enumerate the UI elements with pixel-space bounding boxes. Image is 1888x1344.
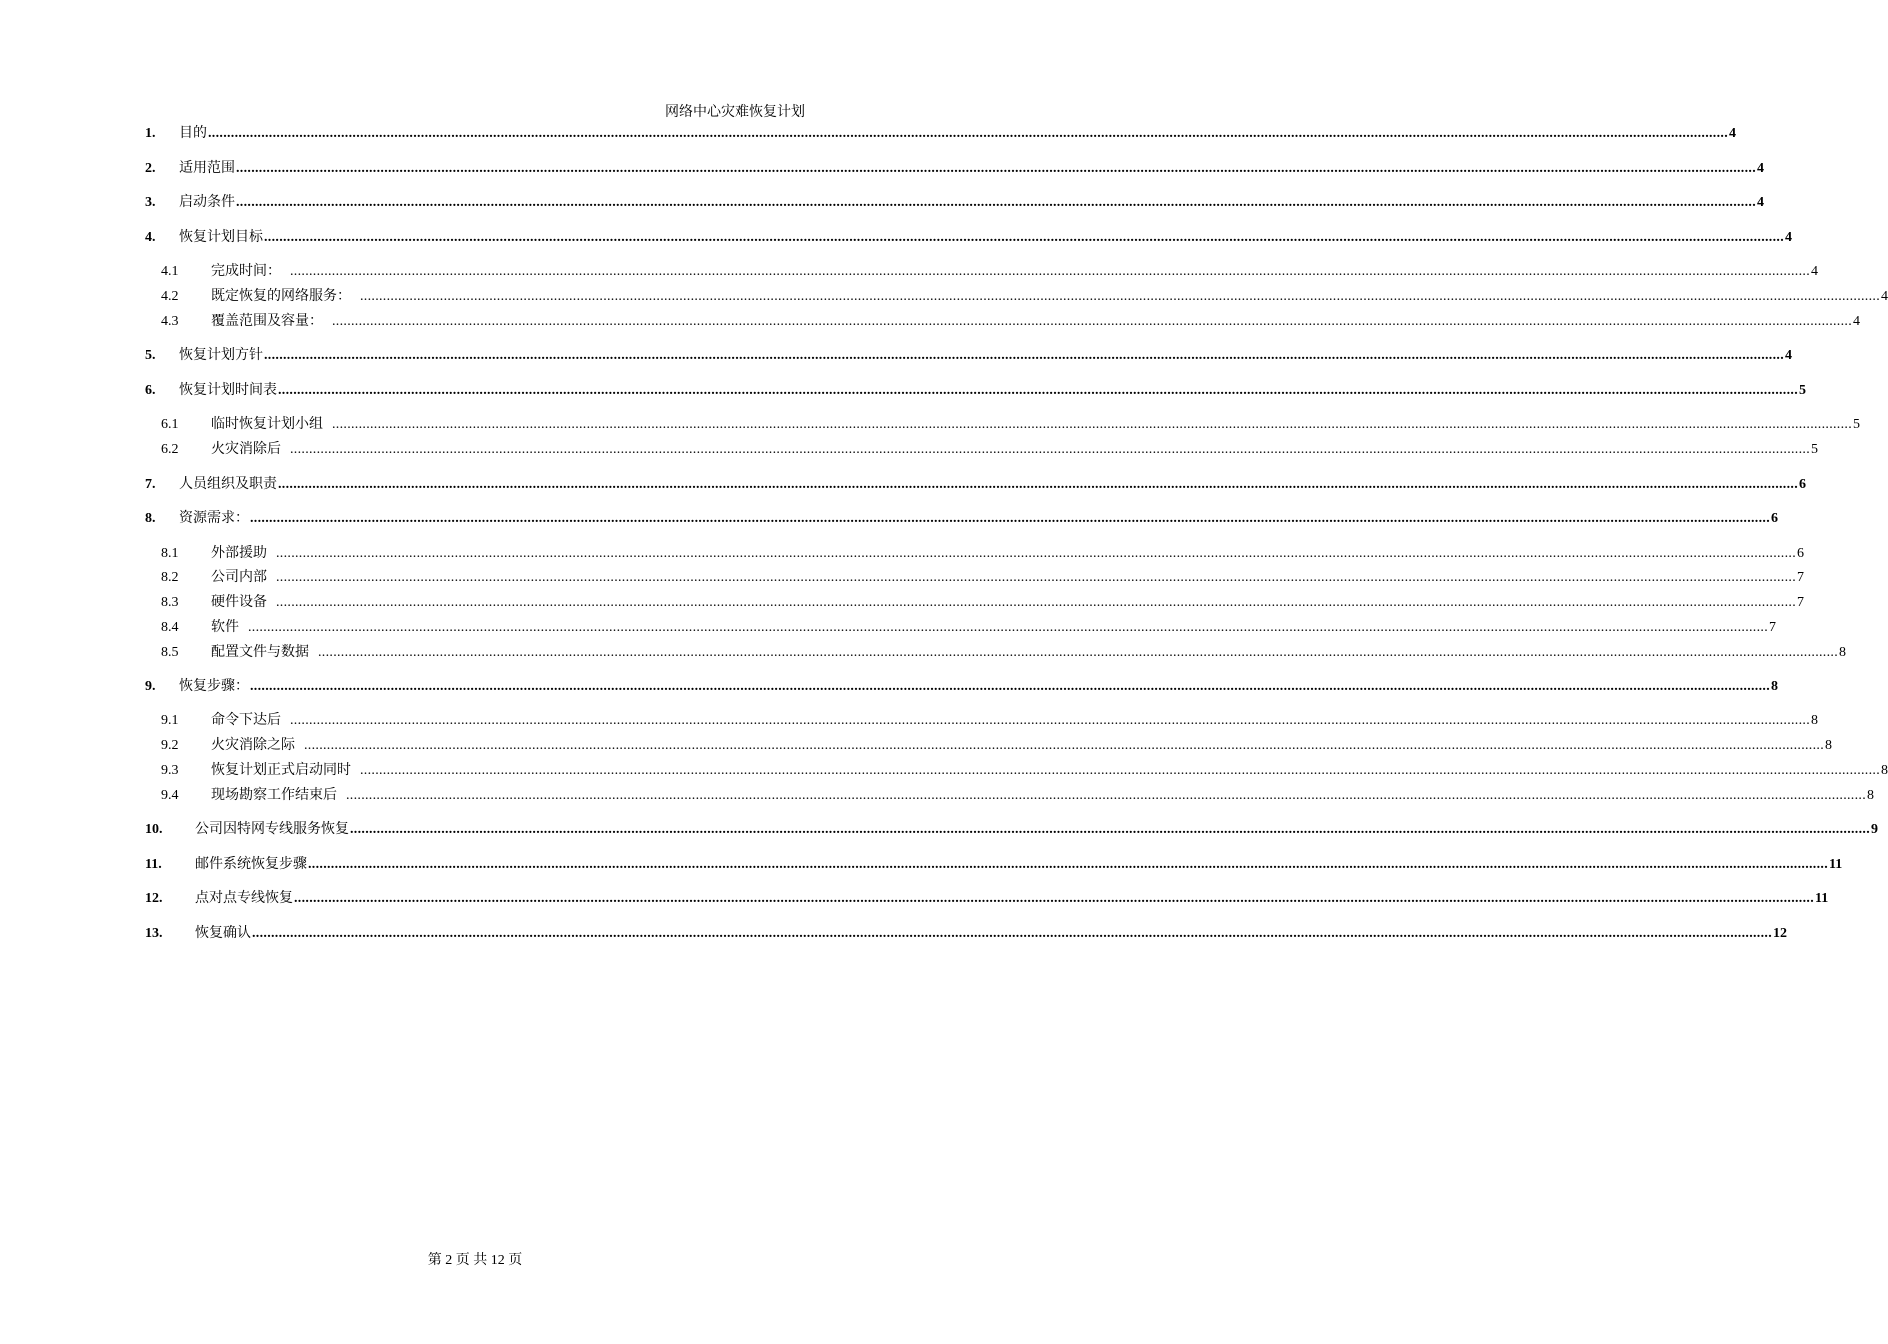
toc-number: 1.: [145, 126, 156, 141]
toc-leader: ................................................................................................................................................................................................................................................................................................................................................................................................................: [278, 383, 1798, 398]
toc-page: 6: [1797, 546, 1804, 561]
toc-page: 7: [1797, 595, 1804, 610]
toc-number: 8.2: [161, 570, 179, 585]
toc-title: 火灾消除之际: [211, 738, 295, 753]
toc-title: 恢复计划方针: [179, 348, 263, 363]
toc-number: 8.3: [161, 595, 179, 610]
toc-leader: ................................................................................................................................................................................................................................................................................................................................................................................................................: [294, 891, 1814, 906]
toc-leader: ................................................................................................................................................................................................................................................................................................................................................................................................................: [304, 738, 1824, 753]
toc-title: 恢复计划时间表: [179, 383, 277, 398]
toc-entry[interactable]: [145, 677, 1778, 697]
toc-title: 适用范围: [179, 161, 235, 176]
toc-entry[interactable]: [145, 440, 1818, 460]
toc-entry[interactable]: [145, 711, 1818, 731]
toc-title: 既定恢复的网络服务：: [211, 289, 351, 304]
toc-leader: ................................................................................................................................................................................................................................................................................................................................................................................................................: [346, 788, 1866, 803]
toc-title: 恢复计划正式启动同时: [211, 763, 351, 778]
toc-title: 邮件系统恢复步骤: [195, 857, 307, 872]
toc-page: 8: [1771, 679, 1778, 694]
toc-title: 恢复计划目标: [179, 230, 263, 245]
toc-entry[interactable]: [145, 593, 1804, 613]
toc-entry[interactable]: [145, 475, 1806, 495]
toc-entry[interactable]: [145, 855, 1843, 875]
toc-number: 11.: [145, 857, 162, 872]
toc-entry[interactable]: [145, 618, 1776, 638]
toc-leader: ................................................................................................................................................................................................................................................................................................................................................................................................................: [290, 713, 1810, 728]
toc-title: 配置文件与数据: [211, 645, 309, 660]
toc-number: 9.: [145, 679, 156, 694]
toc-page: 4: [1729, 126, 1736, 141]
toc-leader: ................................................................................................................................................................................................................................................................................................................................................................................................................: [264, 348, 1784, 363]
toc-leader: ................................................................................................................................................................................................................................................................................................................................................................................................................: [276, 595, 1796, 610]
toc-entry[interactable]: [145, 415, 1860, 435]
toc-leader: ................................................................................................................................................................................................................................................................................................................................................................................................................: [350, 822, 1870, 837]
toc-leader: ................................................................................................................................................................................................................................................................................................................................................................................................................: [250, 679, 1770, 694]
toc-page: 9: [1871, 822, 1878, 837]
toc-number: 4.2: [161, 289, 179, 304]
toc-number: 8.: [145, 511, 156, 526]
toc-page: 4: [1853, 314, 1860, 329]
toc-leader: ................................................................................................................................................................................................................................................................................................................................................................................................................: [264, 230, 1784, 245]
toc-leader: ................................................................................................................................................................................................................................................................................................................................................................................................................: [332, 417, 1852, 432]
toc-leader: ................................................................................................................................................................................................................................................................................................................................................................................................................: [236, 161, 1756, 176]
toc-title: 启动条件: [179, 195, 235, 210]
toc-leader: ................................................................................................................................................................................................................................................................................................................................................................................................................: [276, 546, 1796, 561]
toc-page: 4: [1785, 230, 1792, 245]
toc-number: 9.2: [161, 738, 179, 753]
toc-leader: ................................................................................................................................................................................................................................................................................................................................................................................................................: [250, 511, 1770, 526]
toc-page: 7: [1769, 620, 1776, 635]
toc-page: 8: [1811, 713, 1818, 728]
toc-entry[interactable]: [145, 924, 1787, 944]
toc-entry[interactable]: [145, 346, 1792, 366]
toc-title: 外部援助: [211, 546, 267, 561]
toc-number: 9.4: [161, 788, 179, 803]
toc-leader: ................................................................................................................................................................................................................................................................................................................................................................................................................: [236, 195, 1756, 210]
toc-leader: ................................................................................................................................................................................................................................................................................................................................................................................................................: [278, 477, 1798, 492]
toc-page: 4: [1811, 264, 1818, 279]
toc-entry[interactable]: [145, 820, 1878, 840]
toc-leader: ................................................................................................................................................................................................................................................................................................................................................................................................................: [318, 645, 1838, 660]
toc-number: 10.: [145, 822, 163, 837]
toc-number: 4.: [145, 230, 156, 245]
toc-entry[interactable]: [145, 509, 1778, 529]
toc-title: 命令下达后: [211, 713, 281, 728]
toc-title: 目的: [179, 126, 207, 141]
toc-title: 公司内部: [211, 570, 267, 585]
page-footer: 第 2 页 共 12 页: [427, 1253, 523, 1268]
toc-leader: ................................................................................................................................................................................................................................................................................................................................................................................................................: [276, 570, 1796, 585]
toc-title: 公司因特网专线服务恢复: [195, 822, 349, 837]
toc-title: 火灾消除后: [211, 442, 281, 457]
toc-page: 5: [1811, 442, 1818, 457]
toc-page: 5: [1853, 417, 1860, 432]
toc-number: 6.1: [161, 417, 179, 432]
toc-entry[interactable]: [145, 736, 1832, 756]
toc-leader: ................................................................................................................................................................................................................................................................................................................................................................................................................: [248, 620, 1768, 635]
toc-title: 恢复确认: [195, 926, 251, 941]
toc-entry[interactable]: [145, 124, 1736, 144]
toc-page: 4: [1757, 195, 1764, 210]
toc-title: 覆盖范围及容量：: [211, 314, 323, 329]
toc-leader: ................................................................................................................................................................................................................................................................................................................................................................................................................: [332, 314, 1852, 329]
toc-page: 8: [1839, 645, 1846, 660]
toc-entry[interactable]: [145, 287, 1888, 307]
toc-number: 3.: [145, 195, 156, 210]
toc-leader: ................................................................................................................................................................................................................................................................................................................................................................................................................: [360, 289, 1880, 304]
toc-title: 硬件设备: [211, 595, 267, 610]
toc-title: 人员组织及职责: [179, 477, 277, 492]
toc-entry[interactable]: [145, 568, 1804, 588]
toc-number: 13.: [145, 926, 163, 941]
toc-title: 现场勘察工作结束后: [211, 788, 337, 803]
toc-title: 点对点专线恢复: [195, 891, 293, 906]
toc-leader: ................................................................................................................................................................................................................................................................................................................................................................................................................: [308, 857, 1828, 872]
toc-entry[interactable]: [145, 786, 1874, 806]
toc-number: 4.1: [161, 264, 179, 279]
toc-page: 4: [1757, 161, 1764, 176]
toc-entry[interactable]: [145, 159, 1764, 179]
toc-entry[interactable]: [145, 193, 1764, 213]
toc-title: 软件: [211, 620, 239, 635]
toc-page: 6: [1771, 511, 1778, 526]
toc-entry[interactable]: [145, 228, 1792, 248]
toc-number: 4.3: [161, 314, 179, 329]
toc-number: 6.: [145, 383, 156, 398]
toc-leader: ................................................................................................................................................................................................................................................................................................................................................................................................................: [290, 442, 1810, 457]
toc-entry[interactable]: [145, 544, 1804, 564]
toc-entry[interactable]: [145, 889, 1829, 909]
toc-page: 5: [1799, 383, 1806, 398]
toc-title: 恢复步骤：: [179, 679, 249, 694]
toc-page: 4: [1881, 289, 1888, 304]
toc-title: 临时恢复计划小组: [211, 417, 323, 432]
toc-entry[interactable]: [145, 761, 1888, 781]
toc-entry[interactable]: [145, 262, 1818, 282]
toc-page: 11: [1829, 857, 1843, 872]
toc-leader: ................................................................................................................................................................................................................................................................................................................................................................................................................: [208, 126, 1728, 141]
toc-number: 6.2: [161, 442, 179, 457]
toc-entry[interactable]: [145, 312, 1860, 332]
toc-number: 8.4: [161, 620, 179, 635]
running-header: 网络中心灾难恢复计划: [665, 105, 805, 120]
toc-number: 7.: [145, 477, 156, 492]
toc-page: 11: [1815, 891, 1829, 906]
toc-page: 7: [1797, 570, 1804, 585]
toc-entry[interactable]: [145, 643, 1846, 663]
toc-number: 2.: [145, 161, 156, 176]
toc-number: 12.: [145, 891, 163, 906]
toc-entry[interactable]: [145, 381, 1806, 401]
toc-page: 8: [1825, 738, 1832, 753]
toc-leader: ................................................................................................................................................................................................................................................................................................................................................................................................................: [290, 264, 1810, 279]
toc-number: 8.1: [161, 546, 179, 561]
toc-page: 8: [1867, 788, 1874, 803]
toc-leader: ................................................................................................................................................................................................................................................................................................................................................................................................................: [360, 763, 1880, 778]
toc-number: 5.: [145, 348, 156, 363]
toc-page: 12: [1773, 926, 1787, 941]
toc-title: 完成时间：: [211, 264, 281, 279]
toc-leader: ................................................................................................................................................................................................................................................................................................................................................................................................................: [252, 926, 1772, 941]
toc-page: 4: [1785, 348, 1792, 363]
toc-number: 8.5: [161, 645, 179, 660]
toc-page: 8: [1881, 763, 1888, 778]
toc-title: 资源需求：: [179, 511, 249, 526]
toc-number: 9.3: [161, 763, 179, 778]
toc-number: 9.1: [161, 713, 179, 728]
toc-page: 6: [1799, 477, 1806, 492]
